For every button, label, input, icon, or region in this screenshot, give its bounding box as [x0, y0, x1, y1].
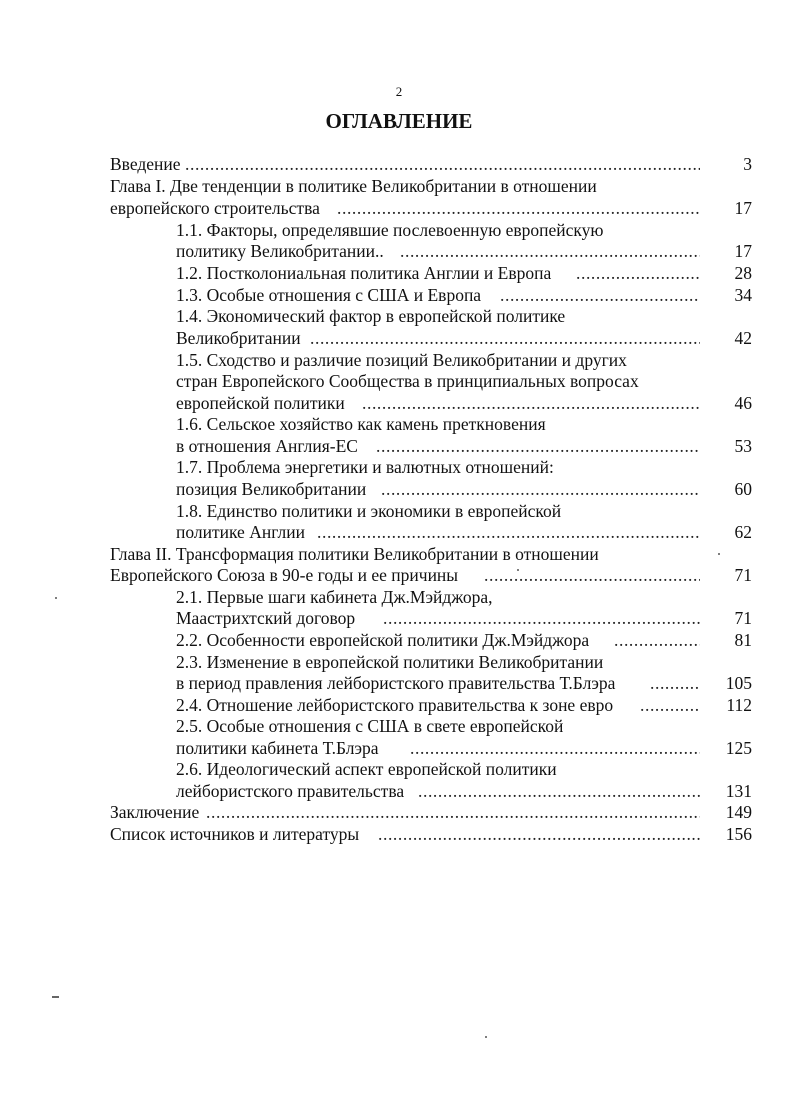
toc-entry-chapter-1-cont: европейского строительства: [110, 198, 320, 218]
dot-leader: [376, 436, 700, 456]
dot-leader: [410, 738, 700, 758]
toc-page-1-2: 28: [734, 263, 752, 283]
toc-page-1-1: 17: [734, 241, 752, 261]
toc-page-intro: 3: [743, 154, 752, 174]
dot-leader: [640, 695, 700, 715]
toc-entry-chapter-2-cont: Европейского Союза в 90-е годы и ее причины: [110, 565, 459, 585]
toc-entry-2-1-cont: Маастрихтский договор: [176, 608, 356, 628]
toc-page-1-4: 42: [734, 328, 752, 348]
dot-leader: [400, 241, 700, 261]
dot-leader: [500, 285, 700, 305]
toc-entry-chapter-1: Глава I. Две тенденции в политике Великобритании в отношении: [110, 176, 597, 196]
dot-leader: [310, 328, 700, 348]
dot-leader: [317, 522, 700, 542]
toc-entry-1-2: 1.2. Постколониальная политика Англии и Европа: [176, 263, 552, 283]
dot-leader: [337, 198, 700, 218]
toc-page-conclusion: 149: [725, 802, 752, 822]
toc-page-2-3: 105: [725, 673, 752, 693]
toc-entry-2-3: 2.3. Изменение в европейской политики Великобритании: [176, 652, 604, 672]
page-title: ОГЛАВЛЕНИЕ: [325, 109, 473, 133]
toc-entry-conclusion: Заключение: [110, 802, 200, 822]
toc-entry-1-5: 1.5. Сходство и различие позиций Великобритании и других: [176, 350, 627, 370]
toc-entry-chapter-2: Глава II. Трансформация политики Великобритании в отношении: [110, 544, 599, 564]
toc-entry-2-6: 2.6. Идеологический аспект европейской политики: [176, 759, 557, 779]
dot-leader: [484, 565, 700, 585]
scan-speck: [55, 597, 57, 599]
toc-entry-2-2: 2.2. Особенности европейской политики Дж.Мэйджора: [176, 630, 590, 650]
toc-page-2-1: 71: [734, 608, 752, 628]
scan-speck: [485, 1036, 487, 1038]
scan-speck: [718, 553, 720, 555]
dot-leader: [650, 673, 700, 693]
dot-leader: [362, 393, 700, 413]
toc-entry-1-8: 1.8. Единство политики и экономики в европейской: [176, 501, 562, 521]
page-number: 2: [395, 84, 403, 99]
toc-entry-1-4-cont: Великобритании: [176, 328, 301, 348]
toc-entry-1-5-cont2: европейской политики: [176, 393, 345, 413]
toc-page-2-2: 81: [734, 630, 752, 650]
toc-entry-1-7: 1.7. Проблема энергетики и валютных отношений:: [176, 457, 554, 477]
toc-entry-1-4: 1.4. Экономический фактор в европейской политике: [176, 306, 566, 326]
toc-entry-intro: Введение: [110, 154, 181, 174]
toc-entry-2-5: 2.5. Особые отношения с США в свете европейской: [176, 716, 564, 736]
toc-entry-1-1: 1.1. Факторы, определявшие послевоенную европейскую: [176, 220, 604, 240]
toc-page-1-7: 60: [734, 479, 752, 499]
dot-leader: [576, 263, 700, 283]
toc-page-1-6: 53: [734, 436, 752, 456]
dot-leader: [614, 630, 700, 650]
dot-leader: [185, 154, 700, 174]
toc-entry-1-1-cont: политику Великобритании..: [176, 241, 384, 261]
toc-page-2-4: 112: [726, 695, 752, 715]
toc-entry-2-6-cont: лейбористского правительства: [176, 781, 405, 801]
toc-entry-1-3: 1.3. Особые отношения с США и Европа: [176, 285, 482, 305]
toc-page-1-3: 34: [734, 285, 752, 305]
dot-leader: [383, 608, 700, 628]
toc-page-chapter-2: 71: [734, 565, 752, 585]
toc-entry-1-5-cont: стран Европейского Сообщества в принципиальных вопросах: [176, 371, 639, 391]
scan-mark: [52, 996, 59, 998]
dot-leader: [206, 802, 700, 822]
toc-entry-1-8-cont: политике Англии: [176, 522, 305, 542]
toc-page-2-6: 131: [725, 781, 752, 801]
dot-leader: [381, 479, 700, 499]
toc-entry-1-6: 1.6. Сельское хозяйство как камень преткновения: [176, 414, 546, 434]
toc-page-1-8: 62: [734, 522, 752, 542]
toc-page-sources: 156: [725, 824, 752, 844]
toc-entry-2-3-cont: в период правления лейбористского правительства Т.Блэра: [176, 673, 616, 693]
toc-page-1-5: 46: [734, 393, 752, 413]
toc-entry-sources: Список источников и литературы: [110, 824, 360, 844]
scan-speck: [517, 569, 519, 571]
dot-leader: [378, 824, 700, 844]
toc-page-chapter-1: 17: [734, 198, 752, 218]
toc-entry-2-5-cont: политики кабинета Т.Блэра: [176, 738, 379, 758]
toc-entry-1-6-cont: в отношения Англия-ЕС: [176, 436, 358, 456]
toc-entry-2-1: 2.1. Первые шаги кабинета Дж.Мэйджора,: [176, 587, 493, 607]
toc-entry-2-4: 2.4. Отношение лейбористского правительства к зоне евро: [176, 695, 614, 715]
toc-entry-1-7-cont: позиция Великобритании: [176, 479, 367, 499]
toc-page-2-5: 125: [725, 738, 752, 758]
dot-leader: [418, 781, 700, 801]
